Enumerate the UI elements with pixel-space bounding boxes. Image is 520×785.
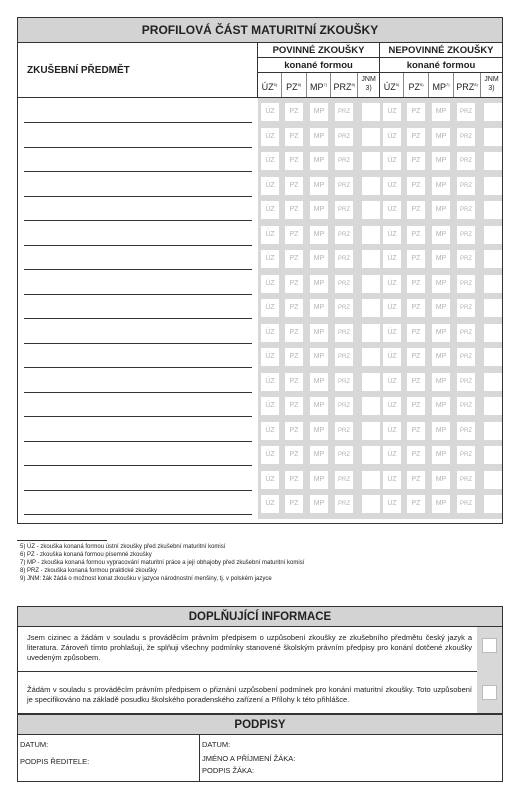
- school-signature-area: [18, 735, 200, 781]
- optional-jnm-checkbox[interactable]: [484, 299, 502, 317]
- optional-jnm-checkbox[interactable]: [484, 471, 502, 489]
- subject-input-line[interactable]: [24, 416, 252, 417]
- mandatory-uz-checkbox[interactable]: ÚZ: [261, 422, 279, 440]
- subject-row: [18, 248, 502, 270]
- subject-row: [18, 273, 502, 295]
- column-header-pz: PZ$^{6)}$: [404, 73, 429, 97]
- mandatory-prz-checkbox[interactable]: PRZ: [335, 275, 353, 293]
- optional-jnm-checkbox[interactable]: [484, 128, 502, 146]
- footnote: 8) PRZ - zkouška konaná formou praktické zkoušky: [20, 568, 158, 574]
- mandatory-mp-checkbox[interactable]: MP: [310, 422, 328, 440]
- student-signature-area: [200, 735, 502, 781]
- subject-input-line[interactable]: [24, 392, 252, 393]
- mandatory-uz-checkbox[interactable]: ÚZ: [261, 373, 279, 391]
- optional-jnm-checkbox[interactable]: [484, 373, 502, 391]
- optional-group-header: [380, 43, 502, 98]
- optional-uz-checkbox[interactable]: ÚZ: [383, 128, 401, 146]
- mandatory-uz-checkbox[interactable]: ÚZ: [261, 324, 279, 342]
- mandatory-jnm-checkbox[interactable]: [362, 422, 380, 440]
- subject-input-line[interactable]: [24, 196, 252, 197]
- subject-input-line[interactable]: [24, 465, 252, 466]
- optional-uz-checkbox[interactable]: ÚZ: [383, 299, 401, 317]
- mandatory-mp-checkbox[interactable]: MP: [310, 226, 328, 244]
- student-signature-label: PODPIS ŽÁKA:: [202, 766, 255, 775]
- optional-pz-checkbox[interactable]: PZ: [407, 152, 425, 170]
- mandatory-prz-checkbox[interactable]: PRZ: [335, 152, 353, 170]
- mandatory-mp-checkbox[interactable]: MP: [310, 397, 328, 415]
- subject-input-line[interactable]: [24, 245, 252, 246]
- mandatory-uz-checkbox[interactable]: ÚZ: [261, 495, 279, 513]
- optional-pz-checkbox[interactable]: PZ: [407, 177, 425, 195]
- optional-mp-checkbox[interactable]: MP: [432, 495, 450, 513]
- mandatory-jnm-checkbox[interactable]: [362, 152, 380, 170]
- optional-prz-checkbox[interactable]: PRZ: [457, 128, 475, 146]
- optional-uz-checkbox[interactable]: ÚZ: [383, 422, 401, 440]
- mandatory-jnm-checkbox[interactable]: [362, 275, 380, 293]
- group-name: NEPOVINNÉ ZKOUŠKY: [380, 43, 502, 58]
- optional-prz-checkbox[interactable]: PRZ: [457, 373, 475, 391]
- optional-jnm-checkbox[interactable]: [484, 152, 502, 170]
- mandatory-prz-checkbox[interactable]: PRZ: [335, 397, 353, 415]
- mandatory-pz-checkbox[interactable]: PZ: [285, 250, 303, 268]
- additional-info-section: [17, 606, 503, 714]
- subject-input-line[interactable]: [24, 514, 252, 515]
- optional-prz-checkbox[interactable]: PRZ: [457, 275, 475, 293]
- subject-row: [18, 346, 502, 368]
- subject-row: [18, 175, 502, 197]
- subject-input-line[interactable]: [24, 490, 252, 491]
- subject-row: [18, 224, 502, 246]
- optional-pz-checkbox[interactable]: PZ: [407, 471, 425, 489]
- group-subtitle: konané formou: [380, 58, 502, 73]
- mandatory-prz-checkbox[interactable]: PRZ: [335, 324, 353, 342]
- mandatory-uz-checkbox[interactable]: ÚZ: [261, 348, 279, 366]
- optional-prz-checkbox[interactable]: PRZ: [457, 397, 475, 415]
- optional-pz-checkbox[interactable]: PZ: [407, 446, 425, 464]
- optional-mp-checkbox[interactable]: MP: [432, 128, 450, 146]
- mandatory-prz-checkbox[interactable]: PRZ: [335, 226, 353, 244]
- subject-row: [18, 297, 502, 319]
- mandatory-mp-checkbox[interactable]: MP: [310, 299, 328, 317]
- optional-mp-checkbox[interactable]: MP: [432, 471, 450, 489]
- optional-mp-checkbox[interactable]: MP: [432, 152, 450, 170]
- mandatory-uz-checkbox[interactable]: ÚZ: [261, 226, 279, 244]
- footnote-rule: [17, 540, 107, 541]
- optional-uz-checkbox[interactable]: ÚZ: [383, 348, 401, 366]
- optional-mp-checkbox[interactable]: MP: [432, 397, 450, 415]
- column-header-jnm: JNM 3): [484, 76, 499, 92]
- mandatory-mp-checkbox[interactable]: MP: [310, 373, 328, 391]
- optional-mp-checkbox[interactable]: MP: [432, 201, 450, 219]
- mandatory-pz-checkbox[interactable]: PZ: [285, 226, 303, 244]
- optional-jnm-checkbox[interactable]: [484, 397, 502, 415]
- optional-jnm-checkbox[interactable]: [484, 177, 502, 195]
- mandatory-mp-checkbox[interactable]: MP: [310, 103, 328, 121]
- column-header-pz: PZ$^{6)}$: [282, 73, 307, 97]
- optional-pz-checkbox[interactable]: PZ: [407, 250, 425, 268]
- subject-input-line[interactable]: [24, 122, 252, 123]
- optional-uz-checkbox[interactable]: ÚZ: [383, 250, 401, 268]
- optional-jnm-checkbox[interactable]: [484, 201, 502, 219]
- optional-pz-checkbox[interactable]: PZ: [407, 128, 425, 146]
- mandatory-jnm-checkbox[interactable]: [362, 103, 380, 121]
- mandatory-prz-checkbox[interactable]: PRZ: [335, 103, 353, 121]
- mandatory-uz-checkbox[interactable]: ÚZ: [261, 177, 279, 195]
- optional-mp-checkbox[interactable]: MP: [432, 299, 450, 317]
- optional-pz-checkbox[interactable]: PZ: [407, 373, 425, 391]
- optional-uz-checkbox[interactable]: ÚZ: [383, 201, 401, 219]
- mandatory-pz-checkbox[interactable]: PZ: [285, 373, 303, 391]
- mandatory-prz-checkbox[interactable]: PRZ: [335, 471, 353, 489]
- optional-prz-checkbox[interactable]: PRZ: [457, 299, 475, 317]
- optional-jnm-checkbox[interactable]: [484, 103, 502, 121]
- mandatory-jnm-checkbox[interactable]: [362, 471, 380, 489]
- optional-jnm-checkbox[interactable]: [484, 422, 502, 440]
- subject-input-line[interactable]: [24, 220, 252, 221]
- optional-prz-checkbox[interactable]: PRZ: [457, 226, 475, 244]
- mandatory-jnm-checkbox[interactable]: [362, 250, 380, 268]
- group-name: POVINNÉ ZKOUŠKY: [258, 43, 379, 58]
- profile-exam-table: [17, 17, 503, 524]
- optional-jnm-checkbox[interactable]: [484, 275, 502, 293]
- subject-row: [18, 371, 502, 393]
- subject-row: [18, 420, 502, 442]
- mandatory-pz-checkbox[interactable]: PZ: [285, 299, 303, 317]
- optional-prz-checkbox[interactable]: PRZ: [457, 177, 475, 195]
- optional-mp-checkbox[interactable]: MP: [432, 446, 450, 464]
- column-header-prz: PRZ$^{8)}$: [454, 73, 481, 97]
- footnote: 5) ÚZ - zkouška konaná formou ústní zkoušky před zkušební maturitní komisí: [20, 544, 226, 550]
- mandatory-pz-checkbox[interactable]: PZ: [285, 128, 303, 146]
- optional-mp-checkbox[interactable]: MP: [432, 103, 450, 121]
- subject-row: [18, 444, 502, 466]
- optional-pz-checkbox[interactable]: PZ: [407, 103, 425, 121]
- subject-row: [18, 395, 502, 417]
- subject-input-line[interactable]: [24, 171, 252, 172]
- mandatory-uz-checkbox[interactable]: ÚZ: [261, 152, 279, 170]
- subject-input-line[interactable]: [24, 318, 252, 319]
- optional-jnm-checkbox[interactable]: [484, 348, 502, 366]
- mandatory-prz-checkbox[interactable]: PRZ: [335, 348, 353, 366]
- signatures-title: PODPISY: [18, 715, 502, 735]
- mandatory-pz-checkbox[interactable]: PZ: [285, 348, 303, 366]
- subject-input-line[interactable]: [24, 294, 252, 295]
- footnotes: [20, 543, 500, 583]
- optional-mp-checkbox[interactable]: MP: [432, 250, 450, 268]
- mandatory-jnm-checkbox[interactable]: [362, 324, 380, 342]
- optional-prz-checkbox[interactable]: PRZ: [457, 324, 475, 342]
- optional-uz-checkbox[interactable]: ÚZ: [383, 177, 401, 195]
- mandatory-pz-checkbox[interactable]: PZ: [285, 324, 303, 342]
- footnote: 7) MP - zkouška konaná formou vypracování maturitní práce a její obhajoby před zkušební maturitní komisí: [20, 560, 305, 566]
- column-header-uz: ÚZ$^{5)}$: [380, 73, 404, 97]
- mandatory-jnm-checkbox[interactable]: [362, 128, 380, 146]
- mandatory-pz-checkbox[interactable]: PZ: [285, 201, 303, 219]
- optional-mp-checkbox[interactable]: MP: [432, 324, 450, 342]
- optional-mp-checkbox[interactable]: MP: [432, 226, 450, 244]
- date-label: DATUM:: [20, 740, 49, 749]
- subject-input-line[interactable]: [24, 269, 252, 270]
- column-header-jnm: JNM 3): [361, 76, 376, 92]
- optional-uz-checkbox[interactable]: ÚZ: [383, 103, 401, 121]
- footnote: 6) PZ - zkouška konaná formou písemné zkoušky: [20, 552, 152, 558]
- optional-uz-checkbox[interactable]: ÚZ: [383, 373, 401, 391]
- optional-mp-checkbox[interactable]: MP: [432, 373, 450, 391]
- optional-jnm-checkbox[interactable]: [484, 226, 502, 244]
- subject-row: [18, 126, 502, 148]
- optional-uz-checkbox[interactable]: ÚZ: [383, 226, 401, 244]
- optional-uz-checkbox[interactable]: ÚZ: [383, 446, 401, 464]
- info-title: DOPLŇUJÍCÍ INFORMACE: [18, 607, 502, 627]
- optional-prz-checkbox[interactable]: PRZ: [457, 471, 475, 489]
- optional-prz-checkbox[interactable]: PRZ: [457, 495, 475, 513]
- student-name-label: JMÉNO A PŘÍJMENÍ ŽÁKA:: [202, 754, 296, 763]
- column-header-mp: MP$^{7)}$: [429, 73, 454, 97]
- optional-jnm-checkbox[interactable]: [484, 250, 502, 268]
- info-item-accommodation: Žádám v souladu s prováděcím právním předpisem o přiznání uzpůsobení podmínek pro konání maturitní zkoušky. Toto uzpůsobení je specifikováno na základě posudku školského poradenského zařízení a Přílohy k této přihlášce.: [27, 685, 472, 704]
- mandatory-prz-checkbox[interactable]: PRZ: [335, 373, 353, 391]
- optional-jnm-checkbox[interactable]: [484, 446, 502, 464]
- mandatory-jnm-checkbox[interactable]: [362, 446, 380, 464]
- mandatory-mp-checkbox[interactable]: MP: [310, 446, 328, 464]
- date-label: DATUM:: [202, 740, 231, 749]
- optional-pz-checkbox[interactable]: PZ: [407, 422, 425, 440]
- mandatory-jnm-checkbox[interactable]: [362, 226, 380, 244]
- optional-pz-checkbox[interactable]: PZ: [407, 275, 425, 293]
- subject-input-line[interactable]: [24, 441, 252, 442]
- mandatory-uz-checkbox[interactable]: ÚZ: [261, 201, 279, 219]
- profile-title: PROFILOVÁ ČÁST MATURITNÍ ZKOUŠKY: [18, 18, 502, 43]
- subject-row: [18, 469, 502, 491]
- mandatory-pz-checkbox[interactable]: PZ: [285, 446, 303, 464]
- mandatory-mp-checkbox[interactable]: MP: [310, 177, 328, 195]
- optional-uz-checkbox[interactable]: ÚZ: [383, 495, 401, 513]
- mandatory-prz-checkbox[interactable]: PRZ: [335, 299, 353, 317]
- optional-prz-checkbox[interactable]: PRZ: [457, 250, 475, 268]
- subject-row: [18, 150, 502, 172]
- optional-uz-checkbox[interactable]: ÚZ: [383, 397, 401, 415]
- optional-pz-checkbox[interactable]: PZ: [407, 397, 425, 415]
- mandatory-jnm-checkbox[interactable]: [362, 201, 380, 219]
- optional-pz-checkbox[interactable]: PZ: [407, 201, 425, 219]
- mandatory-uz-checkbox[interactable]: ÚZ: [261, 128, 279, 146]
- mandatory-pz-checkbox[interactable]: PZ: [285, 422, 303, 440]
- optional-prz-checkbox[interactable]: PRZ: [457, 103, 475, 121]
- optional-pz-checkbox[interactable]: PZ: [407, 324, 425, 342]
- optional-prz-checkbox[interactable]: PRZ: [457, 348, 475, 366]
- mandatory-jnm-checkbox[interactable]: [362, 299, 380, 317]
- optional-uz-checkbox[interactable]: ÚZ: [383, 471, 401, 489]
- mandatory-mp-checkbox[interactable]: MP: [310, 275, 328, 293]
- optional-uz-checkbox[interactable]: ÚZ: [383, 275, 401, 293]
- director-signature-label: PODPIS ŘEDITELE:: [20, 757, 90, 766]
- mandatory-prz-checkbox[interactable]: PRZ: [335, 128, 353, 146]
- subject-row: [18, 101, 502, 123]
- optional-prz-checkbox[interactable]: PRZ: [457, 201, 475, 219]
- mandatory-mp-checkbox[interactable]: MP: [310, 201, 328, 219]
- optional-mp-checkbox[interactable]: MP: [432, 422, 450, 440]
- subject-row: [18, 493, 502, 515]
- mandatory-group-header: [258, 43, 380, 98]
- mandatory-mp-checkbox[interactable]: MP: [310, 348, 328, 366]
- info-item-foreigner: Jsem cizinec a žádám v souladu s prováděcím právním předpisem o uzpůsobení zkoušky ze zkušebního předmětu český jazyk a literatura. Zároveň tímto prohlašuji, že splňuji všechny podmínky stanovené školským právním předpisy pro konání dotčené zkoušky uvedeným způsobem.: [27, 633, 472, 662]
- column-header-mp: MP$^{7)}$: [307, 73, 332, 97]
- mandatory-pz-checkbox[interactable]: PZ: [285, 103, 303, 121]
- mandatory-mp-checkbox[interactable]: MP: [310, 152, 328, 170]
- mandatory-uz-checkbox[interactable]: ÚZ: [261, 250, 279, 268]
- optional-jnm-checkbox[interactable]: [484, 495, 502, 513]
- mandatory-pz-checkbox[interactable]: PZ: [285, 397, 303, 415]
- mandatory-mp-checkbox[interactable]: MP: [310, 250, 328, 268]
- subject-input-line[interactable]: [24, 367, 252, 368]
- subject-input-line[interactable]: [24, 343, 252, 344]
- mandatory-pz-checkbox[interactable]: PZ: [285, 275, 303, 293]
- optional-mp-checkbox[interactable]: MP: [432, 177, 450, 195]
- optional-pz-checkbox[interactable]: PZ: [407, 226, 425, 244]
- subject-row: [18, 199, 502, 221]
- optional-pz-checkbox[interactable]: PZ: [407, 299, 425, 317]
- mandatory-prz-checkbox[interactable]: PRZ: [335, 495, 353, 513]
- column-header-uz: ÚZ$^{5)}$: [258, 73, 282, 97]
- optional-uz-checkbox[interactable]: ÚZ: [383, 152, 401, 170]
- mandatory-prz-checkbox[interactable]: PRZ: [335, 201, 353, 219]
- mandatory-uz-checkbox[interactable]: ÚZ: [261, 397, 279, 415]
- mandatory-uz-checkbox[interactable]: ÚZ: [261, 446, 279, 464]
- mandatory-uz-checkbox[interactable]: ÚZ: [261, 103, 279, 121]
- mandatory-mp-checkbox[interactable]: MP: [310, 324, 328, 342]
- accommodation-checkbox[interactable]: [482, 685, 497, 700]
- mandatory-jnm-checkbox[interactable]: [362, 348, 380, 366]
- optional-prz-checkbox[interactable]: PRZ: [457, 152, 475, 170]
- footnote: 9) JNM: žák žádá o možnost konat zkoušku v jazyce národnostní menšiny, tj. v polském jazyce: [20, 576, 272, 582]
- mandatory-uz-checkbox[interactable]: ÚZ: [261, 275, 279, 293]
- mandatory-prz-checkbox[interactable]: PRZ: [335, 422, 353, 440]
- mandatory-pz-checkbox[interactable]: PZ: [285, 177, 303, 195]
- mandatory-jnm-checkbox[interactable]: [362, 177, 380, 195]
- optional-prz-checkbox[interactable]: PRZ: [457, 422, 475, 440]
- optional-pz-checkbox[interactable]: PZ: [407, 348, 425, 366]
- subject-row: [18, 322, 502, 344]
- mandatory-pz-checkbox[interactable]: PZ: [285, 495, 303, 513]
- optional-mp-checkbox[interactable]: MP: [432, 348, 450, 366]
- mandatory-mp-checkbox[interactable]: MP: [310, 495, 328, 513]
- subject-header: ZKUŠEBNÍ PŘEDMĚT: [18, 43, 258, 98]
- signatures-section: [17, 714, 503, 782]
- mandatory-jnm-checkbox[interactable]: [362, 373, 380, 391]
- optional-uz-checkbox[interactable]: ÚZ: [383, 324, 401, 342]
- mandatory-mp-checkbox[interactable]: MP: [310, 128, 328, 146]
- optional-mp-checkbox[interactable]: MP: [432, 275, 450, 293]
- foreigner-checkbox[interactable]: [482, 638, 497, 653]
- mandatory-jnm-checkbox[interactable]: [362, 397, 380, 415]
- mandatory-mp-checkbox[interactable]: MP: [310, 471, 328, 489]
- optional-pz-checkbox[interactable]: PZ: [407, 495, 425, 513]
- mandatory-prz-checkbox[interactable]: PRZ: [335, 177, 353, 195]
- mandatory-uz-checkbox[interactable]: ÚZ: [261, 299, 279, 317]
- mandatory-uz-checkbox[interactable]: ÚZ: [261, 471, 279, 489]
- mandatory-pz-checkbox[interactable]: PZ: [285, 152, 303, 170]
- mandatory-pz-checkbox[interactable]: PZ: [285, 471, 303, 489]
- optional-jnm-checkbox[interactable]: [484, 324, 502, 342]
- mandatory-prz-checkbox[interactable]: PRZ: [335, 250, 353, 268]
- info-separator: [18, 671, 477, 672]
- subject-input-line[interactable]: [24, 147, 252, 148]
- group-subtitle: konané formou: [258, 58, 379, 73]
- column-header-prz: PRZ$^{8)}$: [331, 73, 358, 97]
- optional-prz-checkbox[interactable]: PRZ: [457, 446, 475, 464]
- mandatory-jnm-checkbox[interactable]: [362, 495, 380, 513]
- mandatory-prz-checkbox[interactable]: PRZ: [335, 446, 353, 464]
